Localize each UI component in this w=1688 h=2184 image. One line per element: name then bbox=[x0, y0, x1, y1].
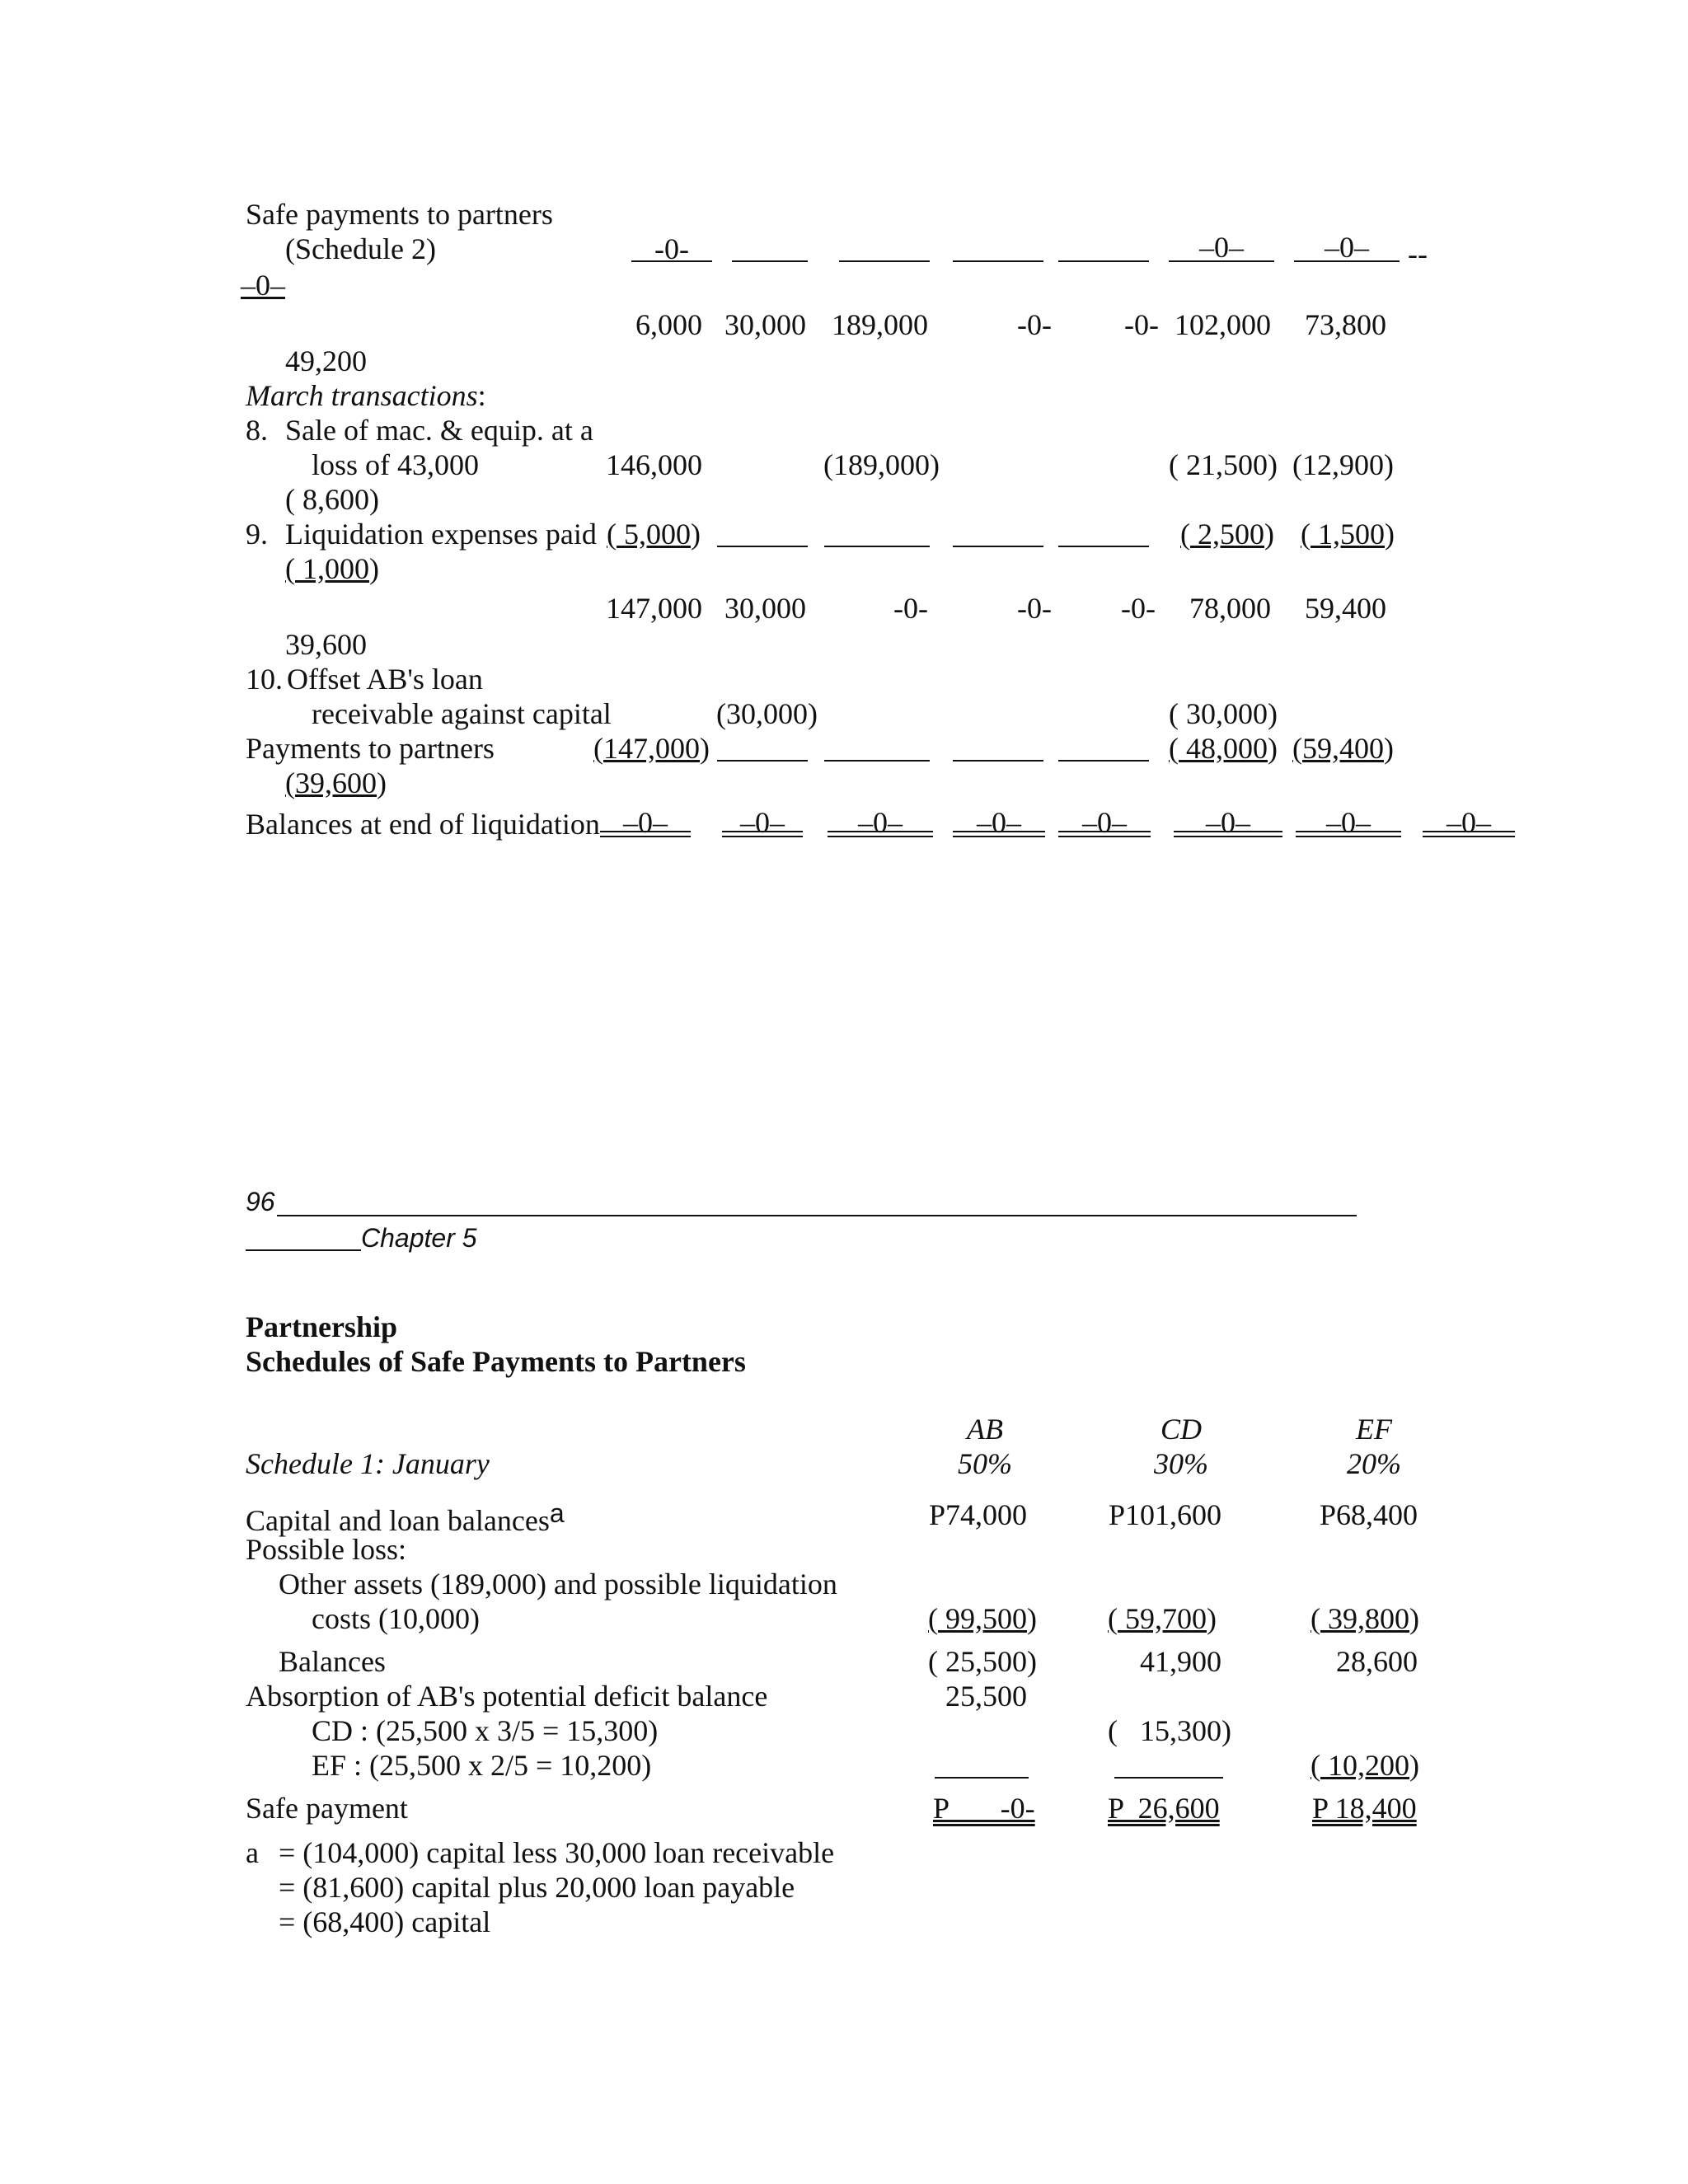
absorption-label: Absorption of AB's potential deficit balance bbox=[246, 1680, 768, 1713]
footer-rule bbox=[277, 1215, 1357, 1216]
balances-ef: 28,600 bbox=[1336, 1645, 1418, 1678]
item8-label-line1: Sale of mac. & equip. at a bbox=[285, 414, 593, 447]
schedule-title-line2: Schedules of Safe Payments to Partners bbox=[246, 1345, 746, 1378]
item8-number: 8. bbox=[246, 414, 268, 447]
item8-cd: (12,900) bbox=[1292, 448, 1394, 481]
partner-ef-name: EF bbox=[1356, 1413, 1392, 1446]
item8-label-line2: loss of 43,000 bbox=[312, 448, 480, 481]
bal-ef: 49,200 bbox=[285, 344, 367, 377]
partner-ef-share: 20% bbox=[1347, 1447, 1401, 1480]
payments-cash: (147,000) bbox=[593, 732, 710, 765]
capital-label: Capital and loan balances$^a$ bbox=[246, 1498, 565, 1537]
balances-label: Balances bbox=[279, 1645, 386, 1678]
absorption-ab: 25,500 bbox=[945, 1680, 1027, 1713]
rule bbox=[1058, 260, 1149, 262]
schedule-ref: (Schedule 2) bbox=[285, 232, 436, 265]
bal-receivable: 30,000 bbox=[724, 308, 806, 341]
partner-ab-name: AB bbox=[967, 1413, 1003, 1446]
safe-dash: -- bbox=[1408, 237, 1428, 270]
safe-payments-label: Safe payments to partners bbox=[246, 198, 553, 231]
item10-label-line1: Offset AB's loan bbox=[287, 663, 483, 696]
balances-ab: ( 25,500) bbox=[928, 1645, 1037, 1678]
end-ab: –0– bbox=[1206, 806, 1250, 839]
rule bbox=[732, 260, 808, 262]
partner-cd-name: CD bbox=[1160, 1413, 1202, 1446]
safe-payment-ef: P 18,400 bbox=[1312, 1792, 1417, 1825]
schedule-label: Schedule 1: January bbox=[246, 1447, 490, 1480]
item10-receivable: (30,000) bbox=[716, 697, 818, 730]
payments-ab: ( 48,000) bbox=[1169, 732, 1278, 765]
end-col4: –0– bbox=[977, 806, 1021, 839]
item10-ab: ( 30,000) bbox=[1169, 697, 1278, 730]
payments-ef: (39,600) bbox=[285, 766, 387, 799]
other-assets-line1: Other assets (189,000) and possible liquidation bbox=[279, 1568, 837, 1601]
march-heading: March transactions: bbox=[246, 379, 486, 412]
item8-ef: ( 8,600) bbox=[285, 483, 379, 516]
safe-ef-value: –0– bbox=[241, 269, 285, 302]
balances-cd: 41,900 bbox=[1140, 1645, 1221, 1678]
loss-ab: ( 99,500) bbox=[928, 1602, 1037, 1635]
cd-calc: CD : (25,500 x 3/5 = 15,300) bbox=[312, 1714, 659, 1747]
end-ef: –0– bbox=[1447, 806, 1491, 839]
other-assets-line2: costs (10,000) bbox=[312, 1602, 480, 1635]
bal-col5: -0- bbox=[1124, 308, 1159, 341]
rule bbox=[935, 1777, 1029, 1779]
payments-cd: (59,400) bbox=[1292, 732, 1394, 765]
bal9-cash: 147,000 bbox=[606, 592, 702, 625]
bal9-col5: -0- bbox=[1121, 592, 1156, 625]
safe-payment-label: Safe payment bbox=[246, 1792, 408, 1825]
item10-number: 10. bbox=[246, 663, 283, 696]
bal9-ef: 39,600 bbox=[285, 628, 367, 661]
chapter-label: Chapter 5 bbox=[361, 1223, 477, 1253]
item10-label-line2: receivable against capital bbox=[312, 697, 612, 730]
payments-label: Payments to partners bbox=[246, 732, 495, 765]
item9-cash: ( 5,000) bbox=[607, 518, 701, 551]
rule bbox=[717, 760, 808, 762]
footnote-ef: = (68,400) capital bbox=[279, 1905, 491, 1938]
footnote-ab: = (104,000) capital less 30,000 loan receivable bbox=[279, 1836, 835, 1869]
safe-payment-ab: P -0- bbox=[933, 1792, 1035, 1825]
rule bbox=[839, 260, 930, 262]
page-number: 96 bbox=[246, 1187, 275, 1216]
item9-label: Liquidation expenses paid bbox=[285, 518, 597, 551]
end-col5: –0– bbox=[1082, 806, 1127, 839]
item8-ab: ( 21,500) bbox=[1169, 448, 1278, 481]
bal9-receivable: 30,000 bbox=[724, 592, 806, 625]
loss-ef: ( 39,800) bbox=[1311, 1602, 1419, 1635]
rule bbox=[1114, 1777, 1223, 1779]
schedule-title-line1: Partnership bbox=[246, 1310, 397, 1343]
capital-cd: P101,600 bbox=[1108, 1498, 1221, 1531]
footnote-marker: a bbox=[246, 1836, 259, 1869]
rule bbox=[717, 546, 808, 547]
rule bbox=[953, 546, 1043, 547]
bal9-cd: 59,400 bbox=[1305, 592, 1386, 625]
end-cd: –0– bbox=[1326, 806, 1371, 839]
partner-ab-share: 50% bbox=[958, 1447, 1012, 1480]
footer-rule-short bbox=[246, 1249, 361, 1251]
end-receivable: –0– bbox=[740, 806, 785, 839]
item9-cd: ( 1,500) bbox=[1301, 518, 1395, 551]
item9-number: 9. bbox=[246, 518, 268, 551]
bal-cd: 73,800 bbox=[1305, 308, 1386, 341]
item9-ef: ( 1,000) bbox=[285, 552, 379, 585]
bal-col4: -0- bbox=[1017, 308, 1052, 341]
bal9-other-assets: -0- bbox=[893, 592, 928, 625]
item8-other-assets: (189,000) bbox=[823, 448, 940, 481]
item9-ab: ( 2,500) bbox=[1180, 518, 1274, 551]
safe-payment-cd: P 26,600 bbox=[1108, 1792, 1220, 1825]
capital-ef: P68,400 bbox=[1319, 1498, 1418, 1531]
bal9-col4: -0- bbox=[1017, 592, 1052, 625]
bal-cash: 6,000 bbox=[635, 308, 702, 341]
capital-ab: P74,000 bbox=[928, 1498, 1027, 1531]
end-other-assets: –0– bbox=[858, 806, 903, 839]
rule bbox=[824, 546, 930, 547]
end-balances-label: Balances at end of liquidation bbox=[246, 808, 600, 841]
safe-cash-value: -0- bbox=[654, 232, 689, 265]
possible-loss-label: Possible loss: bbox=[246, 1533, 407, 1566]
bal-ab: 102,000 bbox=[1175, 308, 1271, 341]
rule bbox=[953, 760, 1043, 762]
rule bbox=[1058, 760, 1149, 762]
cd-absorb: ( 15,300) bbox=[1108, 1714, 1231, 1747]
partner-cd-share: 30% bbox=[1154, 1447, 1208, 1480]
ef-calc: EF : (25,500 x 2/5 = 10,200) bbox=[312, 1749, 652, 1782]
item8-cash: 146,000 bbox=[606, 448, 702, 481]
rule bbox=[953, 260, 1043, 262]
ef-absorb: ( 10,200) bbox=[1311, 1749, 1419, 1782]
safe-ab-value: –0– bbox=[1199, 231, 1244, 264]
loss-cd: ( 59,700) bbox=[1108, 1602, 1217, 1635]
bal9-ab: 78,000 bbox=[1189, 592, 1271, 625]
footnote-cd: = (81,600) capital plus 20,000 loan payable bbox=[279, 1871, 795, 1904]
bal-other-assets: 189,000 bbox=[832, 308, 928, 341]
rule bbox=[1058, 546, 1149, 547]
safe-cd-value: –0– bbox=[1325, 231, 1369, 264]
end-cash: –0– bbox=[623, 806, 668, 839]
rule bbox=[824, 760, 930, 762]
